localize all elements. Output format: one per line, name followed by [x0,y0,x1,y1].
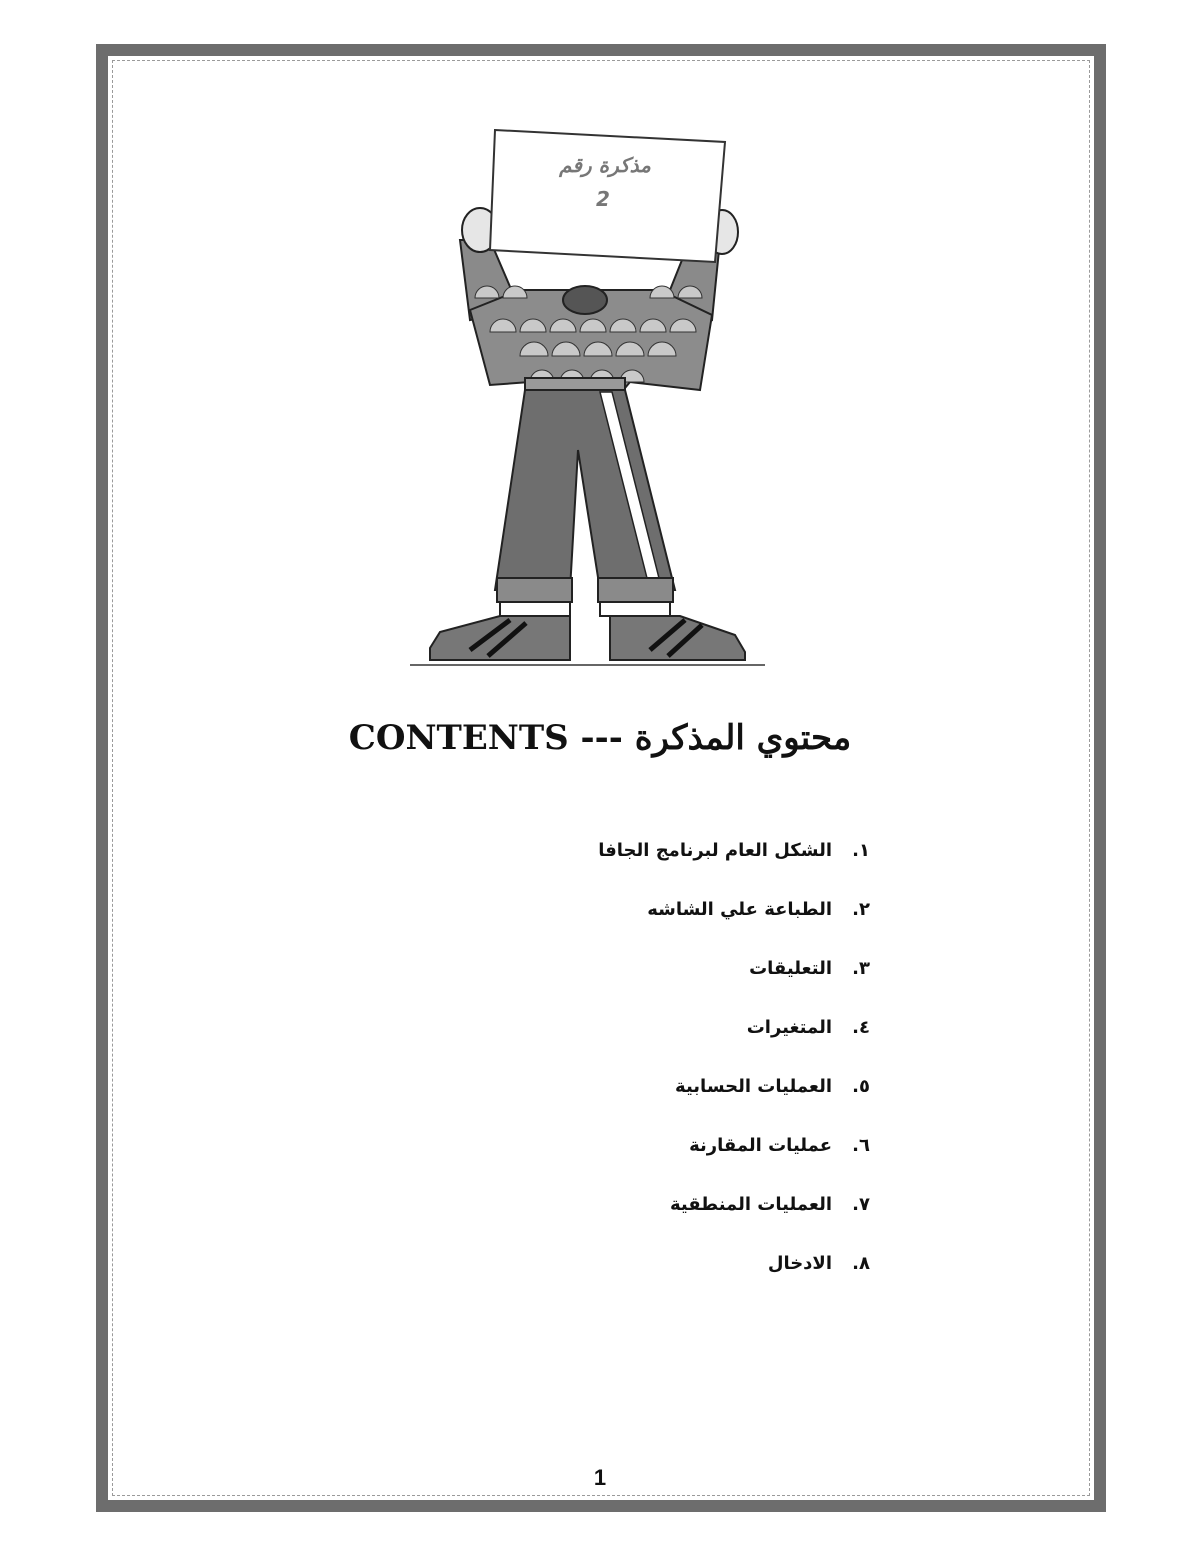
toc-label: العمليات الحسابية [675,1076,832,1097]
page-number: 1 [593,1465,607,1490]
toc-number: ٣. [852,958,870,979]
toc-number: ١. [852,840,870,861]
toc-item [270,1253,870,1312]
toc-number: ٢. [852,899,870,920]
toc-item [270,840,870,899]
page-title: محتوي المذكرة --- CONTENTS [348,718,852,758]
table-of-contents [270,840,870,1312]
toc-label: العمليات المنطقية [669,1194,832,1215]
toc-label: الشكل العام لبرنامج الجافا [598,840,832,861]
sign-line-1: مذكرة رقم [559,153,651,177]
toc-label: الطباعة علي الشاشه [647,899,832,920]
toc-item [270,1017,870,1076]
toc-number: ٦. [852,1135,870,1156]
toc-label: الادخال [767,1253,832,1274]
toc-number: ٤. [852,1017,870,1038]
toc-item [270,1194,870,1253]
sign-line-2: 2 [596,187,610,211]
toc-item [270,1135,870,1194]
toc-number: ٧. [852,1194,870,1215]
toc-number: ٨. [852,1253,870,1274]
toc-item [270,899,870,958]
toc-item [270,958,870,1017]
toc-item [270,1076,870,1135]
toc-number: ٥. [852,1076,870,1097]
toc-label: المتغيرات [746,1017,832,1038]
toc-label: التعليقات [749,958,832,979]
boy-holding-sign-illustration [400,120,780,680]
toc-label: عمليات المقارنة [689,1135,832,1156]
